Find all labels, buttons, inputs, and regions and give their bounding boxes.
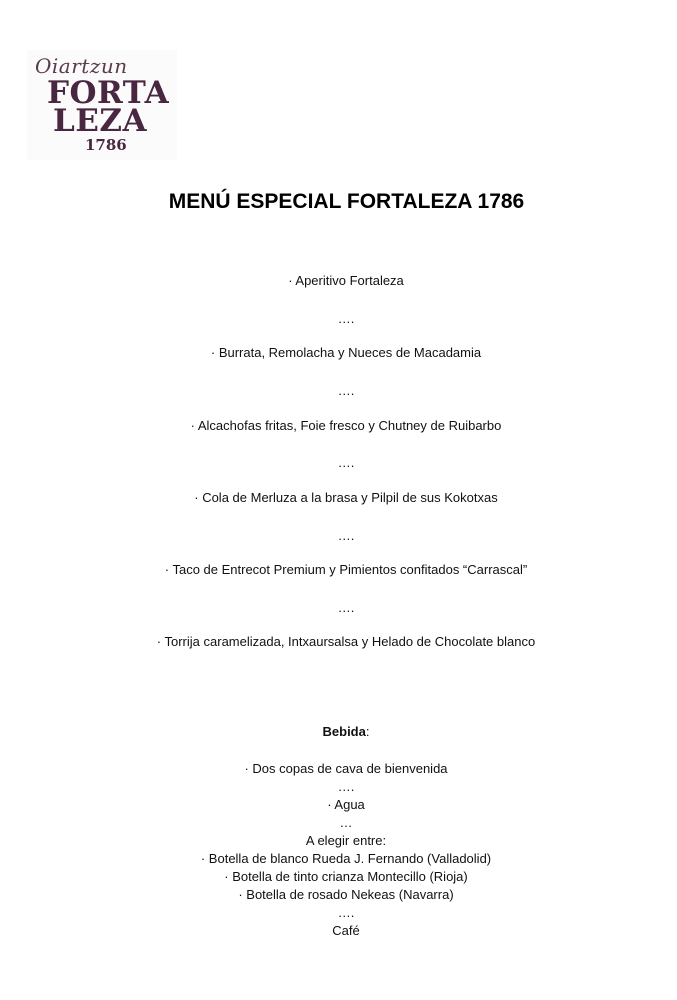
drink-item: · Agua [327, 797, 365, 812]
drink-choice-label: A elegir entre: [305, 833, 387, 848]
course-item: · Alcachofas fritas, Foie fresco y Chutney de Ruibarbo [190, 418, 502, 433]
drink-item: · Botella de tinto crianza Montecillo (Rioja) [224, 869, 468, 884]
separator: … [339, 815, 353, 830]
separator: …. [337, 528, 355, 543]
drinks-heading-colon: : [365, 724, 370, 739]
logo-word-line1: FORTA [47, 75, 170, 111]
course-item: · Aperitivo Fortaleza [288, 273, 404, 288]
page-title: MENÚ ESPECIAL FORTALEZA 1786 [168, 190, 525, 213]
course-item: · Burrata, Remolacha y Nueces de Macadamia [210, 345, 482, 360]
drink-item: · Dos copas de cava de bienvenida [244, 761, 448, 776]
drinks-heading-label: Bebida [322, 724, 366, 739]
separator: …. [337, 383, 355, 398]
logo-word-line2: LEZA [53, 103, 148, 139]
separator: …. [337, 455, 355, 470]
drink-item: · Botella de rosado Nekeas (Navarra) [238, 887, 454, 902]
separator: …. [337, 311, 355, 326]
drinks-heading [0, 724, 677, 739]
drink-item: · Botella de blanco Rueda J. Fernando (Valladolid) [200, 851, 492, 866]
logo-year: 1786 [85, 136, 127, 154]
course-item: · Cola de Merluza a la brasa y Pilpil de sus Kokotxas [194, 490, 498, 505]
logo-script-text: Oiartzun [35, 54, 128, 78]
separator: …. [337, 905, 355, 920]
drink-item: Café [332, 923, 360, 938]
separator: …. [337, 779, 355, 794]
course-item: · Torrija caramelizada, Intxaursalsa y Helado de Chocolate blanco [156, 634, 536, 649]
restaurant-logo [27, 50, 177, 160]
course-item: · Taco de Entrecot Premium y Pimientos confitados “Carrascal” [164, 562, 528, 577]
separator: …. [337, 600, 355, 615]
